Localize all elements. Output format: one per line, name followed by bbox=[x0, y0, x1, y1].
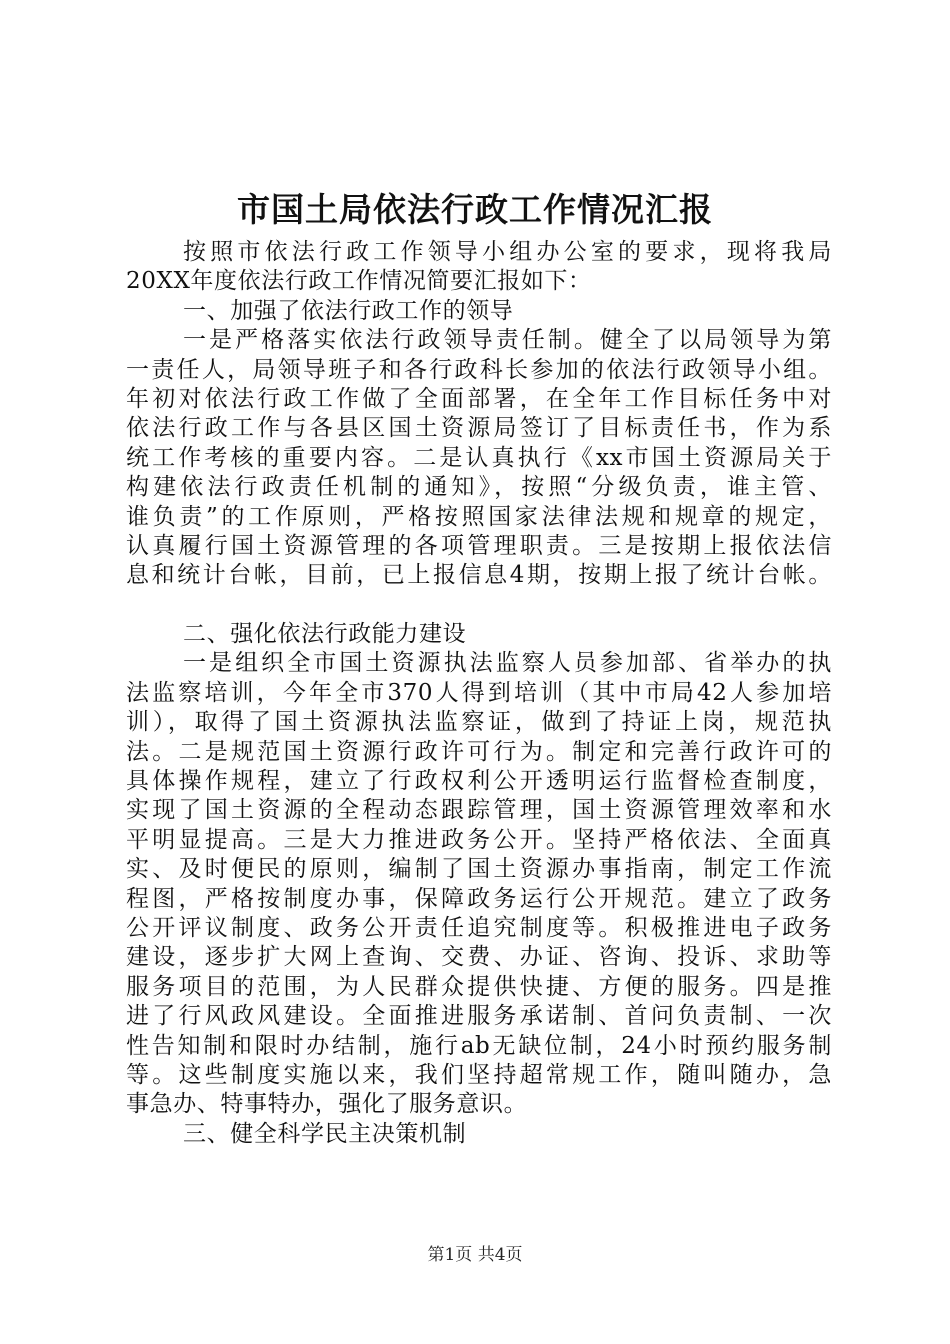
paragraph-line: 训），取得了国土资源执法监察证，做到了持证上岗，规范执 bbox=[126, 709, 832, 736]
paragraph-line: 谁负责”的工作原则，严格按照国家法律法规和规章的规定， bbox=[126, 503, 832, 530]
paragraph-line: 统工作考核的重要内容。二是认真执行《xx市国土资源局关于 bbox=[126, 444, 832, 471]
paragraph-line: 进了行风政风建设。全面推进服务承诺制、首问负责制、一次 bbox=[126, 1003, 832, 1030]
paragraph-line: 20XX年度依法行政工作情况简要汇报如下： bbox=[126, 268, 592, 295]
paragraph-line: 认真履行国土资源管理的各项管理职责。三是按期上报依法信 bbox=[126, 532, 832, 559]
page-number: 第1页 共4页 bbox=[427, 1245, 523, 1265]
paragraph-gap bbox=[126, 591, 832, 620]
paragraph-line: 性告知制和限时办结制，施行ab无缺位制，24小时预约服务制 bbox=[126, 1032, 832, 1059]
paragraph-line: 一是严格落实依法行政领导责任制。健全了以局领导为第 bbox=[183, 327, 832, 354]
paragraph-line: 一是组织全市国土资源执法监察人员参加部、省举办的执 bbox=[183, 650, 832, 677]
section-heading: 三、健全科学民主决策机制 bbox=[183, 1120, 467, 1147]
document-body bbox=[126, 238, 832, 1149]
paragraph-line: 年初对依法行政工作做了全面部署，在全年工作目标任务中对 bbox=[126, 385, 832, 412]
paragraph-line: 等。这些制度实施以来，我们坚持超常规工作，随叫随办，急 bbox=[126, 1061, 832, 1088]
paragraph-line: 法监察培训，今年全市370人得到培训（其中市局42人参加培 bbox=[126, 679, 832, 706]
paragraph-line: 公开评议制度、政务公开责任追究制度等。积极推进电子政务 bbox=[126, 914, 832, 941]
paragraph-line: 程图，严格按制度办事，保障政务运行公开规范。建立了政务 bbox=[126, 885, 832, 912]
paragraph-line: 实、及时便民的原则，编制了国土资源办事指南，制定工作流 bbox=[126, 856, 832, 883]
paragraph-line: 按照市依法行政工作领导小组办公室的要求，现将我局 bbox=[183, 239, 832, 265]
paragraph-line: 服务项目的范围，为人民群众提供快捷、方便的服务。四是推 bbox=[126, 973, 832, 1000]
paragraph-line: 一责任人，局领导班子和各行政科长参加的依法行政领导小组。 bbox=[126, 356, 832, 383]
document-title: 市国土局依法行政工作情况汇报 bbox=[237, 190, 713, 229]
paragraph-line: 实现了国土资源的全程动态跟踪管理，国土资源管理效率和水 bbox=[126, 797, 832, 824]
paragraph-line: 事急办、特事特办，强化了服务意识。 bbox=[126, 1091, 528, 1118]
paragraph-line: 构建依法行政责任机制的通知》，按照“分级负责，谁主管、 bbox=[126, 474, 832, 501]
paragraph-line: 息和统计台帐，目前，已上报信息4期，按期上报了统计台帐。 bbox=[126, 562, 832, 589]
paragraph-line: 依法行政工作与各县区国土资源局签订了目标责任书，作为系 bbox=[126, 415, 832, 442]
section-heading: 一、加强了依法行政工作的领导 bbox=[183, 297, 514, 324]
paragraph-line: 法。二是规范国土资源行政许可行为。制定和完善行政许可的 bbox=[126, 738, 832, 765]
paragraph-line: 建设，逐步扩大网上查询、交费、办证、咨询、投诉、求助等 bbox=[126, 944, 832, 971]
paragraph-line: 具体操作规程，建立了行政权利公开透明运行监督检查制度， bbox=[126, 768, 832, 795]
paragraph-line: 平明显提高。三是大力推进政务公开。坚持严格依法、全面真 bbox=[126, 826, 832, 853]
section-heading: 二、强化依法行政能力建设 bbox=[183, 621, 467, 648]
